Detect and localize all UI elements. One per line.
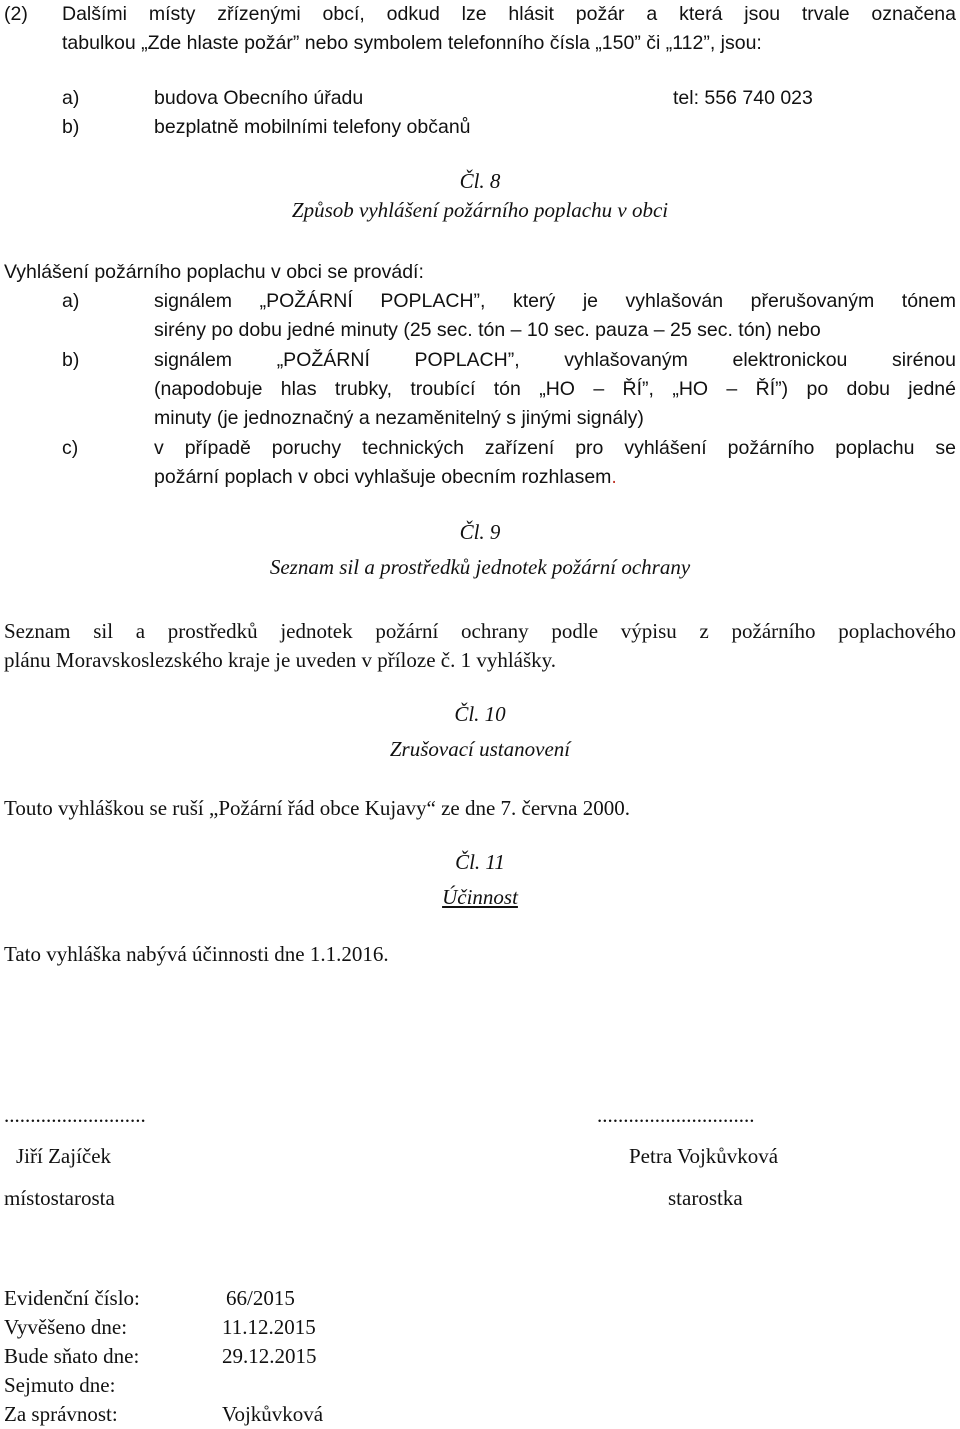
list-item-text: bezplatně mobilními telefony občanů (154, 116, 471, 138)
record-value: 11.12.2015 (222, 1315, 316, 1339)
list-item-text: minuty (je jednoznačný a nezaměnitelný s jinými signály) (154, 407, 644, 429)
paragraph-number: (2) (4, 3, 28, 25)
signatory-name: Petra Vojkůvková (629, 1144, 779, 1168)
list-item-text: v případě poruchy technických zařízení pro vyhlášení požárního poplachu se (154, 437, 956, 459)
article-heading: Čl. 10 (454, 702, 506, 726)
record-label: Evidenční číslo: (4, 1286, 140, 1310)
record-label: Bude sňato dne: (4, 1344, 140, 1368)
body-text-line: Seznam sil a prostředků jednotek požární ochrany podle výpisu z požárního poplachového (4, 619, 956, 643)
list-item-text: signálem „POŽÁRNÍ POPLACH”, vyhlašovaným elektronickou sirénou (154, 349, 956, 371)
record-value: 66/2015 (226, 1286, 295, 1310)
article-intro: Vyhlášení požárního poplachu v obci se provádí: (4, 261, 424, 283)
list-item-text: signálem „POŽÁRNÍ POPLACH”, který je vyhlašován přerušovaným tónem (154, 290, 956, 312)
article-title: Seznam sil a prostředků jednotek požární ochrany (269, 555, 691, 579)
signatory-role: starostka (668, 1186, 743, 1210)
body-text-line: plánu Moravskoslezského kraje je uveden v příloze č. 1 vyhlášky. (4, 648, 557, 672)
signature-line: .............................. (597, 1103, 755, 1127)
record-value: 29.12.2015 (222, 1344, 317, 1368)
body-text-line: Touto vyhláškou se ruší „Požární řád obce Kujavy“ ze dne 7. června 2000. (4, 796, 631, 820)
list-letter: c) (62, 437, 79, 459)
signatory-role: místostarosta (4, 1186, 115, 1210)
paragraph-line: Dalšími místy zřízenými obcí, odkud lze hlásit požár a která jsou trvale označena (62, 3, 956, 25)
record-label: Sejmuto dne: (4, 1373, 116, 1397)
list-letter: b) (62, 349, 80, 371)
article-heading: Čl. 11 (455, 850, 505, 874)
list-letter: b) (62, 116, 80, 138)
article-heading: Čl. 8 (459, 169, 501, 193)
paragraph-line: tabulkou „Zde hlaste požár” nebo symbolem telefonního čísla „150” či „112”, jsou: (62, 32, 762, 54)
list-item-text: budova Obecního úřadu (154, 87, 364, 109)
article-title: Způsob vyhlášení požárního poplachu v obci (291, 198, 669, 222)
list-item-text: sirény po dobu jedné minuty (25 sec. tón – 10 sec. pauza – 25 sec. tón) nebo (154, 319, 821, 341)
signatory-name: Jiří Zajíček (16, 1144, 112, 1168)
list-item-text: (napodobuje hlas trubky, troubící tón „HO – ŘÍ”, „HO – ŘÍ”) po dobu jedné (154, 378, 956, 400)
record-label: Vyvěšeno dne: (4, 1315, 128, 1339)
list-item-text: požární poplach v obci vyhlašuje obecním rozhlasem. (154, 466, 617, 488)
record-value: Vojkůvková (222, 1402, 324, 1426)
list-letter: a) (62, 290, 80, 312)
list-letter: a) (62, 87, 80, 109)
body-text-line: Tato vyhláška nabývá účinnosti dne 1.1.2016. (4, 942, 389, 966)
phone-number: tel: 556 740 023 (673, 87, 813, 109)
article-title: Zrušovací ustanovení (389, 737, 571, 761)
article-title: Účinnost (442, 885, 518, 909)
article-heading: Čl. 9 (459, 520, 501, 544)
signature-line: ........................... (4, 1103, 146, 1127)
record-label: Za správnost: (4, 1402, 118, 1426)
